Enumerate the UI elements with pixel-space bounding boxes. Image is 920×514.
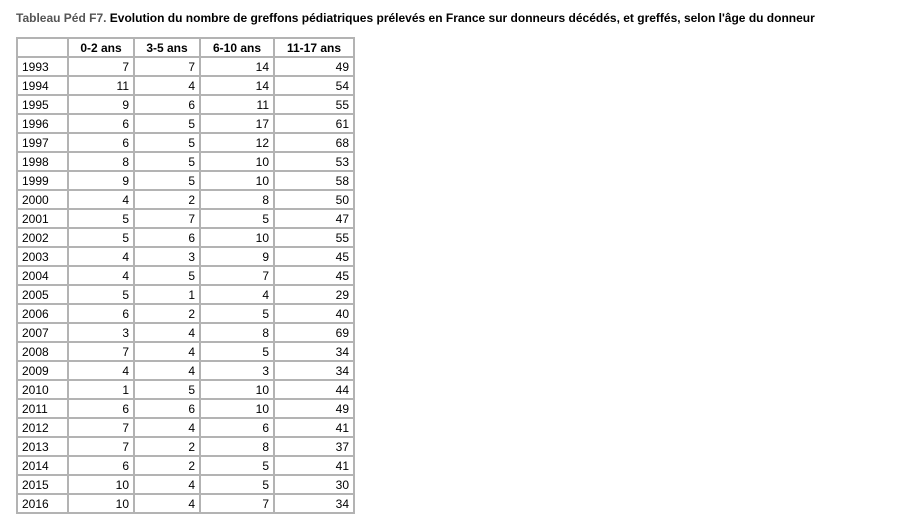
age-11-17-cell: 34: [275, 362, 355, 381]
age-11-17-cell: 61: [275, 115, 355, 134]
table-row: [18, 324, 355, 343]
age-11-17-cell: 55: [275, 96, 355, 115]
age-3-5-cell: 6: [135, 400, 201, 419]
age-11-17-cell: 49: [275, 400, 355, 419]
age-0-2-cell: 6: [69, 400, 135, 419]
age-3-5-cell: 6: [135, 96, 201, 115]
table-row: [18, 381, 355, 400]
table-row: [18, 134, 355, 153]
year-cell: 2008: [18, 343, 69, 362]
year-cell: 1993: [18, 58, 69, 77]
year-cell: 2016: [18, 495, 69, 514]
age-3-5-cell: 2: [135, 191, 201, 210]
table-row: [18, 343, 355, 362]
year-cell: 2000: [18, 191, 69, 210]
year-cell: 1995: [18, 96, 69, 115]
age-6-10-cell: 14: [201, 58, 275, 77]
age-3-5-cell: 6: [135, 229, 201, 248]
age-6-10-cell: 14: [201, 77, 275, 96]
year-cell: 1997: [18, 134, 69, 153]
age-6-10-cell: 10: [201, 229, 275, 248]
age-3-5-cell: 2: [135, 305, 201, 324]
table-title-text: Evolution du nombre de greffons pédiatriques prélevés en France sur donneurs décédés, et greffés, selon l'âge du donneur: [106, 11, 815, 25]
age-11-17-cell: 29: [275, 286, 355, 305]
age-11-17-cell: 45: [275, 267, 355, 286]
age-11-17-cell: 30: [275, 476, 355, 495]
age-0-2-cell: 7: [69, 58, 135, 77]
year-cell: 2012: [18, 419, 69, 438]
age-3-5-cell: 4: [135, 419, 201, 438]
age-6-10-cell: 3: [201, 362, 275, 381]
age-3-5-cell: 5: [135, 381, 201, 400]
age-6-10-cell: 10: [201, 400, 275, 419]
table-row: [18, 286, 355, 305]
age-11-17-cell: 68: [275, 134, 355, 153]
age-0-2-cell: 3: [69, 324, 135, 343]
age-0-2-cell: 6: [69, 115, 135, 134]
year-cell: 2010: [18, 381, 69, 400]
table-row: [18, 115, 355, 134]
age-3-5-cell: 5: [135, 115, 201, 134]
age-6-10-cell: 8: [201, 191, 275, 210]
age-3-5-cell: 7: [135, 210, 201, 229]
age-3-5-cell: 4: [135, 324, 201, 343]
year-cell: 2001: [18, 210, 69, 229]
table-row: [18, 191, 355, 210]
age-6-10-cell: 11: [201, 96, 275, 115]
year-cell: 2014: [18, 457, 69, 476]
age-6-10-cell: 8: [201, 438, 275, 457]
age-0-2-cell: 7: [69, 419, 135, 438]
year-cell: 2015: [18, 476, 69, 495]
age-6-10-cell: 10: [201, 153, 275, 172]
age-0-2-cell: 4: [69, 191, 135, 210]
age-11-17-cell: 53: [275, 153, 355, 172]
age-3-5-cell: 4: [135, 77, 201, 96]
table-title-prefix: Tableau Péd F7.: [16, 11, 107, 25]
table-row: [18, 229, 355, 248]
year-cell: 1999: [18, 172, 69, 191]
pediatric-grafts-table: [16, 37, 355, 514]
age-11-17-cell: 50: [275, 191, 355, 210]
table-row: [18, 362, 355, 381]
year-cell: 2003: [18, 248, 69, 267]
table-row: [18, 96, 355, 115]
age-6-10-cell: 5: [201, 343, 275, 362]
year-cell: 1996: [18, 115, 69, 134]
table-row: [18, 267, 355, 286]
year-cell: 1994: [18, 77, 69, 96]
age-3-5-cell: 4: [135, 476, 201, 495]
age-3-5-cell: 5: [135, 267, 201, 286]
age-11-17-cell: 34: [275, 495, 355, 514]
age-6-10-cell: 7: [201, 267, 275, 286]
age-6-10-cell: 7: [201, 495, 275, 514]
age-6-10-cell: 5: [201, 476, 275, 495]
age-6-10-cell: 5: [201, 457, 275, 476]
age-3-5-cell: 5: [135, 153, 201, 172]
age-0-2-cell: 5: [69, 286, 135, 305]
year-cell: 2006: [18, 305, 69, 324]
age-0-2-cell: 4: [69, 267, 135, 286]
age-3-5-cell: 2: [135, 457, 201, 476]
table-row: [18, 172, 355, 191]
table-row: [18, 153, 355, 172]
header-year: [18, 39, 69, 58]
age-3-5-cell: 4: [135, 362, 201, 381]
age-0-2-cell: 7: [69, 343, 135, 362]
age-11-17-cell: 55: [275, 229, 355, 248]
age-6-10-cell: 5: [201, 305, 275, 324]
age-11-17-cell: 47: [275, 210, 355, 229]
age-11-17-cell: 40: [275, 305, 355, 324]
age-11-17-cell: 34: [275, 343, 355, 362]
age-11-17-cell: 37: [275, 438, 355, 457]
table-row: [18, 305, 355, 324]
year-cell: 2005: [18, 286, 69, 305]
age-11-17-cell: 49: [275, 58, 355, 77]
table-row: [18, 248, 355, 267]
header-6-10-ans: 6-10 ans: [201, 39, 275, 58]
age-0-2-cell: 4: [69, 248, 135, 267]
header-0-2-ans: 0-2 ans: [69, 39, 135, 58]
age-6-10-cell: 6: [201, 419, 275, 438]
table-row: [18, 419, 355, 438]
age-6-10-cell: 17: [201, 115, 275, 134]
age-6-10-cell: 4: [201, 286, 275, 305]
age-0-2-cell: 9: [69, 172, 135, 191]
age-0-2-cell: 5: [69, 210, 135, 229]
year-cell: 2004: [18, 267, 69, 286]
table-row: [18, 457, 355, 476]
header-3-5-ans: 3-5 ans: [135, 39, 201, 58]
age-3-5-cell: 5: [135, 134, 201, 153]
age-6-10-cell: 5: [201, 210, 275, 229]
header-11-17-ans: 11-17 ans: [275, 39, 355, 58]
age-11-17-cell: 54: [275, 77, 355, 96]
year-cell: 2002: [18, 229, 69, 248]
age-0-2-cell: 8: [69, 153, 135, 172]
table-row: [18, 495, 355, 514]
age-11-17-cell: 41: [275, 457, 355, 476]
table-row: [18, 438, 355, 457]
age-3-5-cell: 3: [135, 248, 201, 267]
age-0-2-cell: 11: [69, 77, 135, 96]
year-cell: 2013: [18, 438, 69, 457]
age-6-10-cell: 9: [201, 248, 275, 267]
age-0-2-cell: 6: [69, 457, 135, 476]
age-0-2-cell: 10: [69, 476, 135, 495]
age-0-2-cell: 4: [69, 362, 135, 381]
age-0-2-cell: 7: [69, 438, 135, 457]
age-0-2-cell: 6: [69, 305, 135, 324]
table-body: [18, 58, 355, 514]
year-cell: 2009: [18, 362, 69, 381]
age-3-5-cell: 4: [135, 343, 201, 362]
age-0-2-cell: 5: [69, 229, 135, 248]
table-row: [18, 58, 355, 77]
age-3-5-cell: 7: [135, 58, 201, 77]
age-11-17-cell: 69: [275, 324, 355, 343]
year-cell: 2007: [18, 324, 69, 343]
age-3-5-cell: 4: [135, 495, 201, 514]
age-6-10-cell: 8: [201, 324, 275, 343]
age-6-10-cell: 10: [201, 381, 275, 400]
year-cell: 2011: [18, 400, 69, 419]
table-row: [18, 77, 355, 96]
age-11-17-cell: 41: [275, 419, 355, 438]
age-11-17-cell: 44: [275, 381, 355, 400]
table-header-row: [18, 39, 355, 58]
table-title: [16, 11, 815, 25]
age-6-10-cell: 10: [201, 172, 275, 191]
age-11-17-cell: 58: [275, 172, 355, 191]
age-11-17-cell: 45: [275, 248, 355, 267]
table-row: [18, 476, 355, 495]
age-3-5-cell: 5: [135, 172, 201, 191]
age-3-5-cell: 1: [135, 286, 201, 305]
age-0-2-cell: 1: [69, 381, 135, 400]
year-cell: 1998: [18, 153, 69, 172]
age-0-2-cell: 10: [69, 495, 135, 514]
table-row: [18, 210, 355, 229]
age-3-5-cell: 2: [135, 438, 201, 457]
age-0-2-cell: 9: [69, 96, 135, 115]
age-6-10-cell: 12: [201, 134, 275, 153]
table-row: [18, 400, 355, 419]
age-0-2-cell: 6: [69, 134, 135, 153]
